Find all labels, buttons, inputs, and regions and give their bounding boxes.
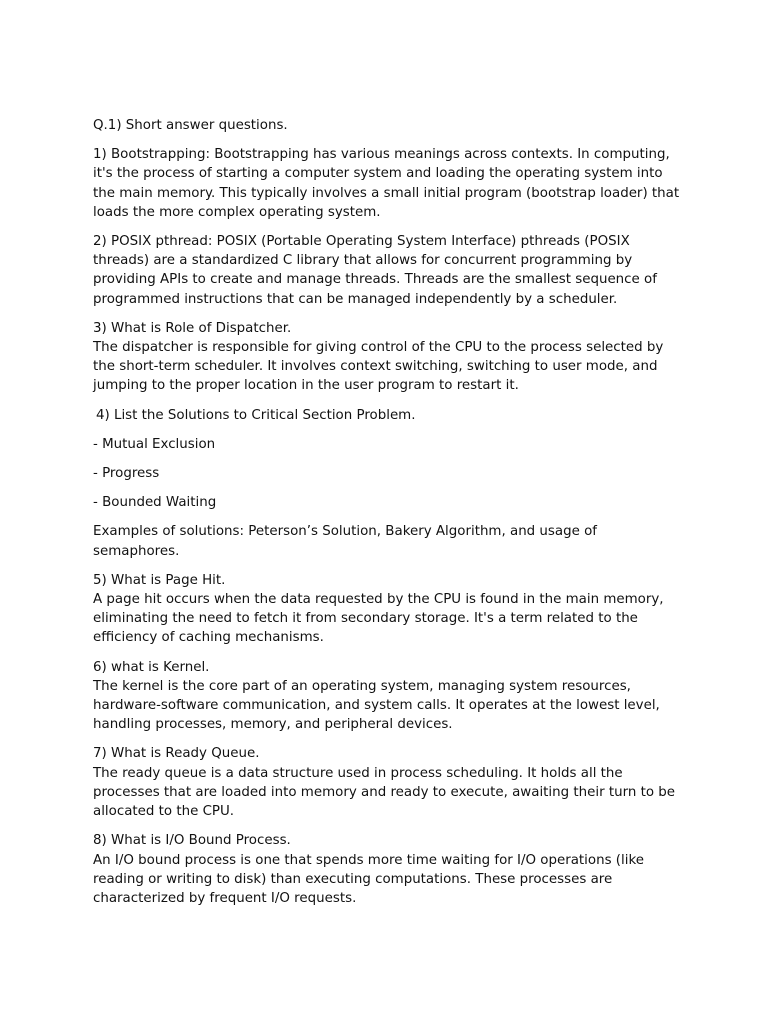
question-7-title: 7) What is Ready Queue. [93,746,260,762]
question-3-body: The dispatcher is responsible for giving control of the CPU to the process selected by the short-term scheduler. It involves context switching, switching to user mode, and jumping to the proper location in the user program to restart it. [93,340,664,394]
answer-7 [93,744,683,821]
section-heading: Q.1) Short answer questions. [93,118,288,133]
question-6-body: The kernel is the core part of an operating system, managing system resources, hardware-software communication, and system calls. It operates at the lowest level, handling processes, memory, and peripheral devices. [93,678,660,733]
answer-6 [93,658,683,735]
document-content [93,116,683,918]
answer-5 [93,571,683,648]
answer-3 [93,319,683,396]
question-8-title: 8) What is I/O Bound Process. [93,833,291,849]
question-4-examples: Examples of solutions: Peterson’s Solution, Bakery Algorithm, and usage of semaphores. [93,524,598,559]
answer-8 [93,831,683,908]
answer-1: 1) Bootstrapping: Bootstrapping has various meanings across contexts. In computing, it's the process of starting a computer system and loading the operating system into the main memory. This typically involves a small initial program (bootstrap loader) that loads the more complex operating system. [93,147,680,220]
question-7-body: The ready queue is a data structure used in process scheduling. It holds all the processes that are loaded into memory and ready to execute, awaiting their turn to be allocated to the CPU. [93,765,676,820]
list-item-mutual-exclusion: - Mutual Exclusion [93,436,216,452]
list-item-progress: - Progress [93,466,160,482]
question-5-title: 5) What is Page Hit. [93,572,226,588]
answer-2: 2) POSIX pthread: POSIX (Portable Operating System Interface) pthreads (POSIX threads) are a standardized C library that allows for concurrent programming by providing APIs to create and manage threads. Threads are the smallest sequence of programmed instructions that can be managed independently by a scheduler. [93,234,657,307]
list-item-bounded-waiting: - Bounded Waiting [93,495,217,511]
question-4-title: 4) List the Solutions to Critical Section Problem. [96,407,416,423]
question-8-body: An I/O bound process is one that spends more time waiting for I/O operations (like reading or writing to disk) than executing computations. These processes are characterized by frequent I/O requests. [93,852,644,906]
question-6-title: 6) what is Kernel. [93,659,210,675]
question-3-title: 3) What is Role of Dispatcher. [93,320,292,336]
question-5-body: A page hit occurs when the data requested by the CPU is found in the main memory, eliminating the need to fetch it from secondary storage. It's a term related to the efficiency of caching mechanisms. [93,592,664,646]
